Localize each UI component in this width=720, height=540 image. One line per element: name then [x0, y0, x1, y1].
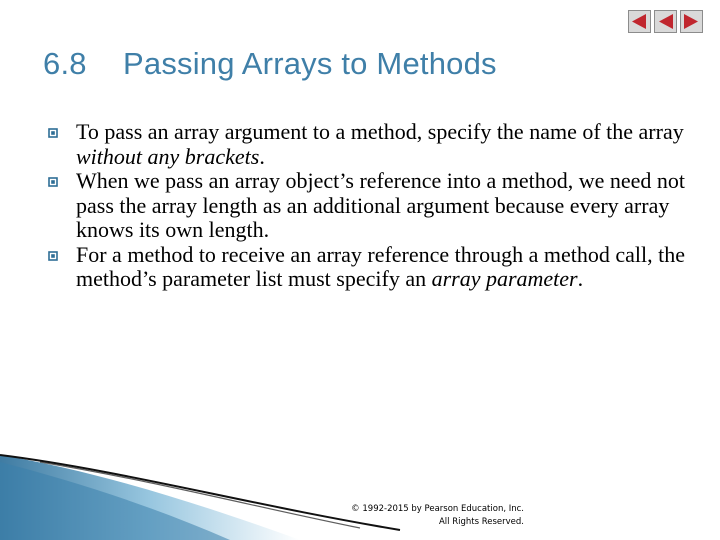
bullet-text: . — [577, 266, 584, 291]
bullet-item — [48, 243, 688, 292]
bullet-text: To pass an array argument to a method, specify the name of the array — [76, 119, 684, 144]
title-text: Passing Arrays to Methods — [123, 46, 497, 81]
home-button[interactable] — [628, 10, 651, 33]
previous-button[interactable] — [654, 10, 677, 33]
home-icon — [631, 13, 648, 30]
bullet-list — [48, 120, 688, 292]
emphasis-text: array parameter — [431, 266, 578, 291]
bullet-marker-icon — [48, 177, 58, 187]
bullet-item — [48, 120, 688, 169]
next-button[interactable] — [680, 10, 703, 33]
emphasis-text: without any brackets — [76, 143, 260, 169]
section-number: 6.8 — [43, 46, 87, 81]
slide-navigation — [628, 10, 703, 33]
bullet-text: For a method to receive an array reference through a method call, the method’s parameter list must specify an — [76, 241, 685, 291]
rights-line: All Rights Reserved. — [438, 517, 524, 527]
bullet-item — [48, 169, 688, 243]
previous-icon — [657, 13, 674, 30]
next-icon — [683, 13, 700, 30]
bullet-marker-icon — [48, 251, 58, 261]
copyright-line: © 1992-2015 by Pearson Education, Inc. — [351, 504, 524, 514]
copyright-footer — [300, 503, 524, 529]
bullet-text: . — [259, 143, 265, 169]
slide-title — [43, 46, 497, 82]
bullet-marker-icon — [48, 128, 58, 138]
bullet-text: When we pass an array object’s reference into a method, we need not pass the array length as an additional argument because every array knows its own length. — [76, 168, 686, 242]
